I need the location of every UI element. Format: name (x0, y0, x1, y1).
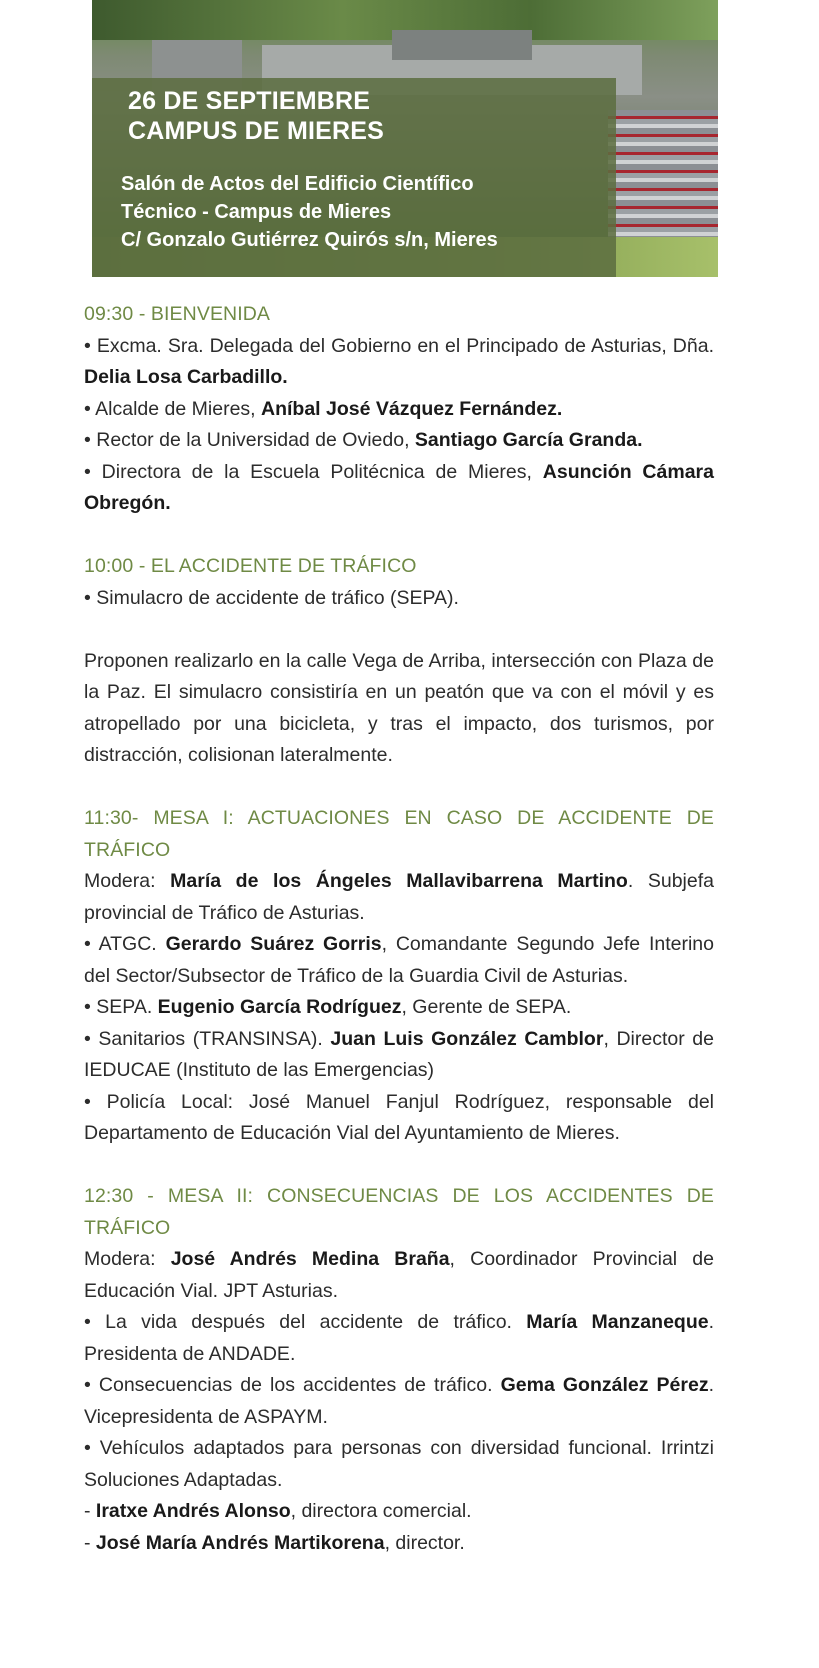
list-item: • SEPA. Eugenio García Rodríguez, Gerente de SEPA. (84, 996, 572, 1018)
list-item: • Sanitarios (TRANSINSA). Juan Luis González Camblor, Director de IEDUCAE (Instituto de las Emergencias) (84, 1027, 714, 1081)
venue-address: C/ Gonzalo Gutiérrez Quirós s/n, Mieres (121, 229, 498, 251)
venue-line-1: Salón de Actos del Edificio Científico (121, 173, 474, 195)
description-paragraph: Proponen realizarlo en la calle Vega de Arriba, intersección con Plaza de la Paz. El simulacro consistiría en un peatón que va con el móvil y es atropellado por una bicicleta, y tras el impacto, dos turismos, por distracción, colisionan lateralmente. (84, 649, 714, 766)
moderator-line: Modera: José Andrés Medina Braña, Coordinador Provincial de Educación Vial. JPT Asturias. (84, 1248, 714, 1302)
moderator-line: Modera: María de los Ángeles Mallavibarrena Martino. Subjefa provincial de Tráfico de Asturias. (84, 870, 714, 924)
banner-photo-parking-lot (608, 110, 718, 240)
list-item: • ATGC. Gerardo Suárez Gorris, Comandante Segundo Jefe Interino del Sector/Subsector de Tráfico de la Guardia Civil de Asturias. (84, 933, 714, 987)
event-campus: CAMPUS DE MIERES (128, 117, 385, 145)
list-item: • Alcalde de Mieres, Aníbal José Vázquez Fernández. (84, 397, 563, 420)
banner-photo-building (392, 30, 532, 60)
list-item: • Excma. Sra. Delegada del Gobierno en el Principado de Asturias, Dña. Delia Losa Carbadillo. (84, 334, 714, 388)
event-date: 26 DE SEPTIEMBRE (128, 87, 371, 115)
section-heading-accidente: 10:00 - EL ACCIDENTE DE TRÁFICO (84, 555, 417, 577)
program-content (84, 299, 714, 1559)
list-item: • Policía Local: José Manuel Fanjul Rodríguez, responsable del Departamento de Educación Vial del Ayuntamiento de Mieres. (84, 1090, 714, 1144)
section-heading-mesa-1: 11:30- MESA I: ACTUACIONES EN CASO DE ACCIDENTE DE TRÁFICO (84, 807, 714, 861)
list-item: • Consecuencias de los accidentes de tráfico. Gema González Pérez. Vicepresidenta de ASPAYM. (84, 1374, 714, 1428)
list-item: • Vehículos adaptados para personas con diversidad funcional. Irrintzi Soluciones Adaptadas. (84, 1437, 714, 1491)
header-banner (92, 0, 718, 277)
list-item: • Directora de la Escuela Politécnica de Mieres, Asunción Cámara Obregón. (84, 460, 714, 514)
section-heading-mesa-2: 12:30 - MESA II: CONSECUENCIAS DE LOS ACCIDENTES DE TRÁFICO (84, 1185, 714, 1239)
banner-overlay (92, 78, 616, 277)
list-item: • Rector de la Universidad de Oviedo, Santiago García Granda. (84, 429, 643, 451)
list-item: - Iratxe Andrés Alonso, directora comercial. (84, 1500, 472, 1522)
list-item: • Simulacro de accidente de tráfico (SEPA). (84, 586, 459, 609)
venue-line-2: Técnico - Campus de Mieres (121, 201, 392, 223)
list-item: • La vida después del accidente de tráfico. María Manzaneque. Presidenta de ANDADE. (84, 1311, 714, 1365)
list-item: - José María Andrés Martikorena, director. (84, 1531, 465, 1554)
section-heading-bienvenida: 09:30 - BIENVENIDA (84, 303, 271, 325)
